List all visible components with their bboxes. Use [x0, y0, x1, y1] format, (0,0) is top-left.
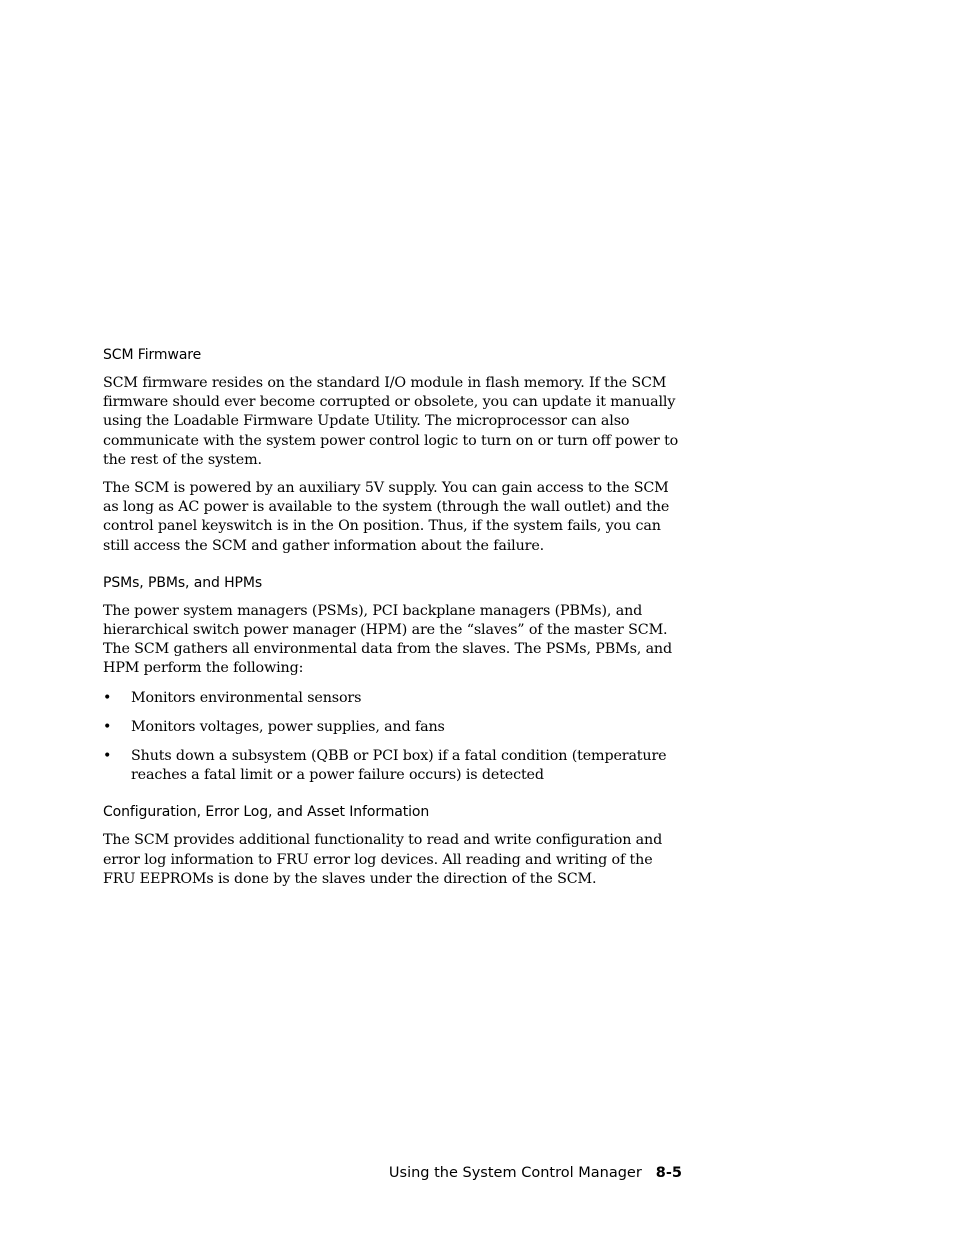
list-item-text: Monitors voltages, power supplies, and fans — [131, 718, 445, 735]
paragraph-scm-firmware-1: SCM firmware resides on the standard I/O module in flash memory. If the SCM firmware should ever become corrupted or obsolete, you can update it manually using the Loadable Firmware Update Utility. The microprocessor can also communicate with the system power control logic to turn on or turn off power to the rest of the system. — [103, 375, 679, 468]
page-body — [103, 345, 688, 889]
list-item-text: Monitors environmental sensors — [131, 689, 362, 706]
list-item-text: Shuts down a subsystem (QBB or PCI box) if a fatal condition (temperature reaches a fatal limit or a power failure occurs) is detected — [131, 748, 667, 784]
list-item — [103, 689, 688, 708]
page-footer — [389, 1163, 682, 1183]
section-heading-psms-pbms-hpms: PSMs, PBMs, and HPMs — [103, 574, 263, 591]
section-heading-configuration-error-log: Configuration, Error Log, and Asset Information — [103, 804, 430, 821]
bullet-list — [103, 689, 688, 786]
footer-chapter-title: Using the System Control Manager — [388, 1165, 642, 1181]
paragraph-configuration-1: The SCM provides additional functionality to read and write configuration and error log information to FRU error log devices. All reading and writing of the FRU EEPROMs is done by the slaves under the direction of the SCM. — [103, 832, 663, 887]
page-number: 8-5 — [655, 1165, 682, 1181]
list-item — [103, 718, 688, 737]
list-item — [103, 747, 688, 785]
paragraph-scm-firmware-2: The SCM is powered by an auxiliary 5V supply. You can gain access to the SCM as long as AC power is available to the system (through the wall outlet) and the control panel keyswitch is in the On position. Thus, if the system fails, you can still access the SCM and gather information about the failure. — [103, 480, 670, 554]
section-heading-scm-firmware: SCM Firmware — [103, 347, 202, 363]
paragraph-psms-pbms-hpms-1: The power system managers (PSMs), PCI backplane managers (PBMs), and hierarchical switch power manager (HPM) are the “slaves” of the master SCM. The SCM gathers all environmental data from the slaves. The PSMs, PBMs, and HPM perform the following: — [103, 602, 672, 677]
bullet-glyph: • — [103, 748, 112, 765]
bullet-glyph: • — [103, 718, 112, 735]
bullet-glyph: • — [103, 689, 112, 706]
